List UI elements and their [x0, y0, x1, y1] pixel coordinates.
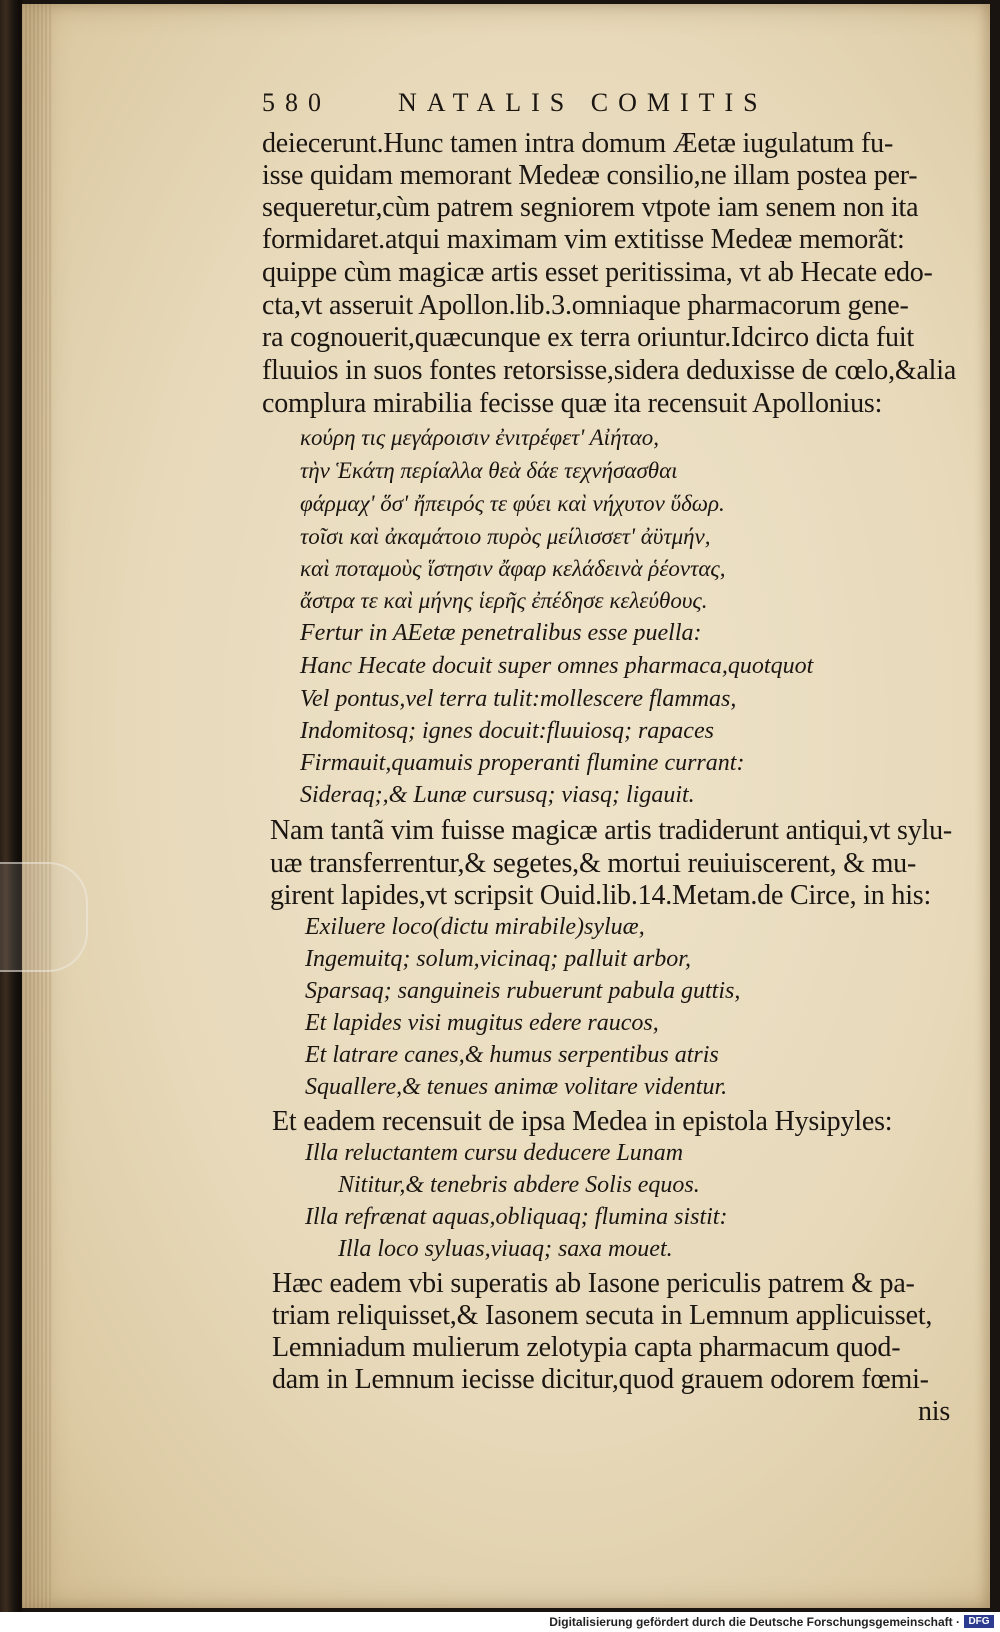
latin-verse-line: Hanc Hecate docuit super omnes pharmaca,quotquot [300, 653, 814, 679]
text-line: complura mirabilia fecisse quæ ita recensuit Apollonius: [262, 388, 883, 419]
latin-verse-line: Vel pontus,vel terra tulit:mollescere flammas, [300, 686, 737, 712]
text-line: Et eadem recensuit de ipsa Medea in epistola Hysipyles: [272, 1106, 893, 1137]
text-line: isse quidam memorant Medeæ consilio,ne illam postea per- [262, 160, 918, 191]
digitization-footer [0, 1612, 1000, 1632]
footer-credit: Digitalisierung gefördert durch die Deutsche Forschungsgemeinschaft · [549, 1615, 960, 1629]
latin-verse-line: Firmauit,quamuis properanti flumine currant: [300, 750, 745, 776]
text-line: triam reliquisset,& Iasonem secuta in Lemnum applicuisset, [272, 1300, 933, 1331]
greek-verse-line: φάρμαχ' ὅσ' ἤπειρός τε φύει καὶ νήχυτον ὕδωρ. [300, 491, 725, 516]
page-gutter [22, 4, 52, 1608]
text-line: uæ transferrentur,& segetes,& mortui reuiuiscerent, & mu- [270, 848, 917, 879]
latin-verse-line: Illa reluctantem cursu deducere Lunam [305, 1140, 684, 1166]
text-line: deiecerunt.Hunc tamen intra domum Æetæ iugulatum fu- [262, 128, 894, 159]
latin-verse-line: Sparsaq; sanguineis rubuerunt pabula guttis, [305, 978, 741, 1004]
latin-verse-line: Sideraq;,& Lunæ cursusq; viasq; ligauit. [300, 782, 695, 808]
text-line: Lemniadum mulierum zelotypia capta pharmacum quod- [272, 1332, 901, 1363]
latin-verse-line: Illa refrænat aquas,obliquaq; flumina sistit: [305, 1204, 728, 1230]
latin-verse-line: Ingemuitq; solum,vicinaq; palluit arbor, [305, 946, 691, 972]
greek-verse-line: καὶ ποταμοὺς ἵστησιν ἄφαρ κελάδεινὰ ῥέοντας, [300, 556, 726, 581]
text-line: Nam tantã vim fuisse magicæ artis tradiderunt antiqui,vt sylu- [270, 815, 953, 846]
page-number: 580 [262, 88, 331, 117]
text-line: quippe cùm magicæ artis esset peritissima, vt ab Hecate edo- [262, 257, 933, 288]
latin-verse-line: Illa loco syluas,viuaq; saxa mouet. [338, 1236, 673, 1262]
text-line: dam in Lemnum iecisse dicitur,quod grauem odorem fœmi- [272, 1364, 929, 1395]
latin-verse-line: Et lapides visi mugitus edere raucos, [305, 1010, 659, 1036]
text-line: fluuios in suos fontes retorsisse,sidera deduxisse de cœlo,&alia [262, 355, 957, 386]
text-line: girent lapides,vt scripsit Ouid.lib.14.Metam.de Circe, in his: [270, 880, 932, 911]
latin-verse-line: Exiluere loco(dictu mirabile)syluæ, [305, 914, 645, 940]
text-line: ra cognouerit,quæcunque ex terra oriuntur.Idcirco dicta fuit [262, 322, 914, 353]
text-line: Hæc eadem vbi superatis ab Iasone periculis patrem & pa- [272, 1268, 915, 1299]
text-line: sequeretur,cùm patrem segniorem vtpote iam senem non ita [262, 192, 919, 223]
latin-verse-line: Fertur in AEetæ penetralibus esse puella: [300, 620, 702, 646]
latin-verse-line: Nititur,& tenebris abdere Solis equos. [338, 1172, 700, 1198]
greek-verse-line: τὴν Ἑκάτη περίαλλα θεὰ δάε τεχνήσασθαι [300, 458, 678, 483]
page-clip [0, 862, 88, 972]
dfg-logo: DFG [964, 1615, 994, 1628]
text-line: cta,vt asseruit Apollon.lib.3.omniaque pharmacorum gene- [262, 290, 909, 321]
text-line: formidaret.atqui maximam vim extitisse Medeæ memorãt: [262, 224, 905, 255]
greek-verse-line: ἄστρα τε καὶ μήνης ἱερῆς ἐπέδησε κελεύθους. [300, 588, 708, 613]
greek-verse-line: τοῖσι καὶ ἀκαμάτοιο πυρὸς μείλισσετ' ἀϋτμήν, [300, 524, 711, 549]
latin-verse-line: Squallere,& tenues animæ volitare videntur. [305, 1074, 728, 1100]
latin-verse-line: Indomitosq; ignes docuit:fluuiosq; rapaces [300, 718, 714, 744]
latin-verse-line: Et latrare canes,& humus serpentibus atris [305, 1042, 719, 1068]
catchword: nis [918, 1396, 951, 1427]
greek-verse-line: κούρη τις μεγάροισιν ἐνιτρέφετ' Αἰήταο, [300, 425, 660, 450]
running-title: NATALIS COMITIS [398, 88, 768, 117]
